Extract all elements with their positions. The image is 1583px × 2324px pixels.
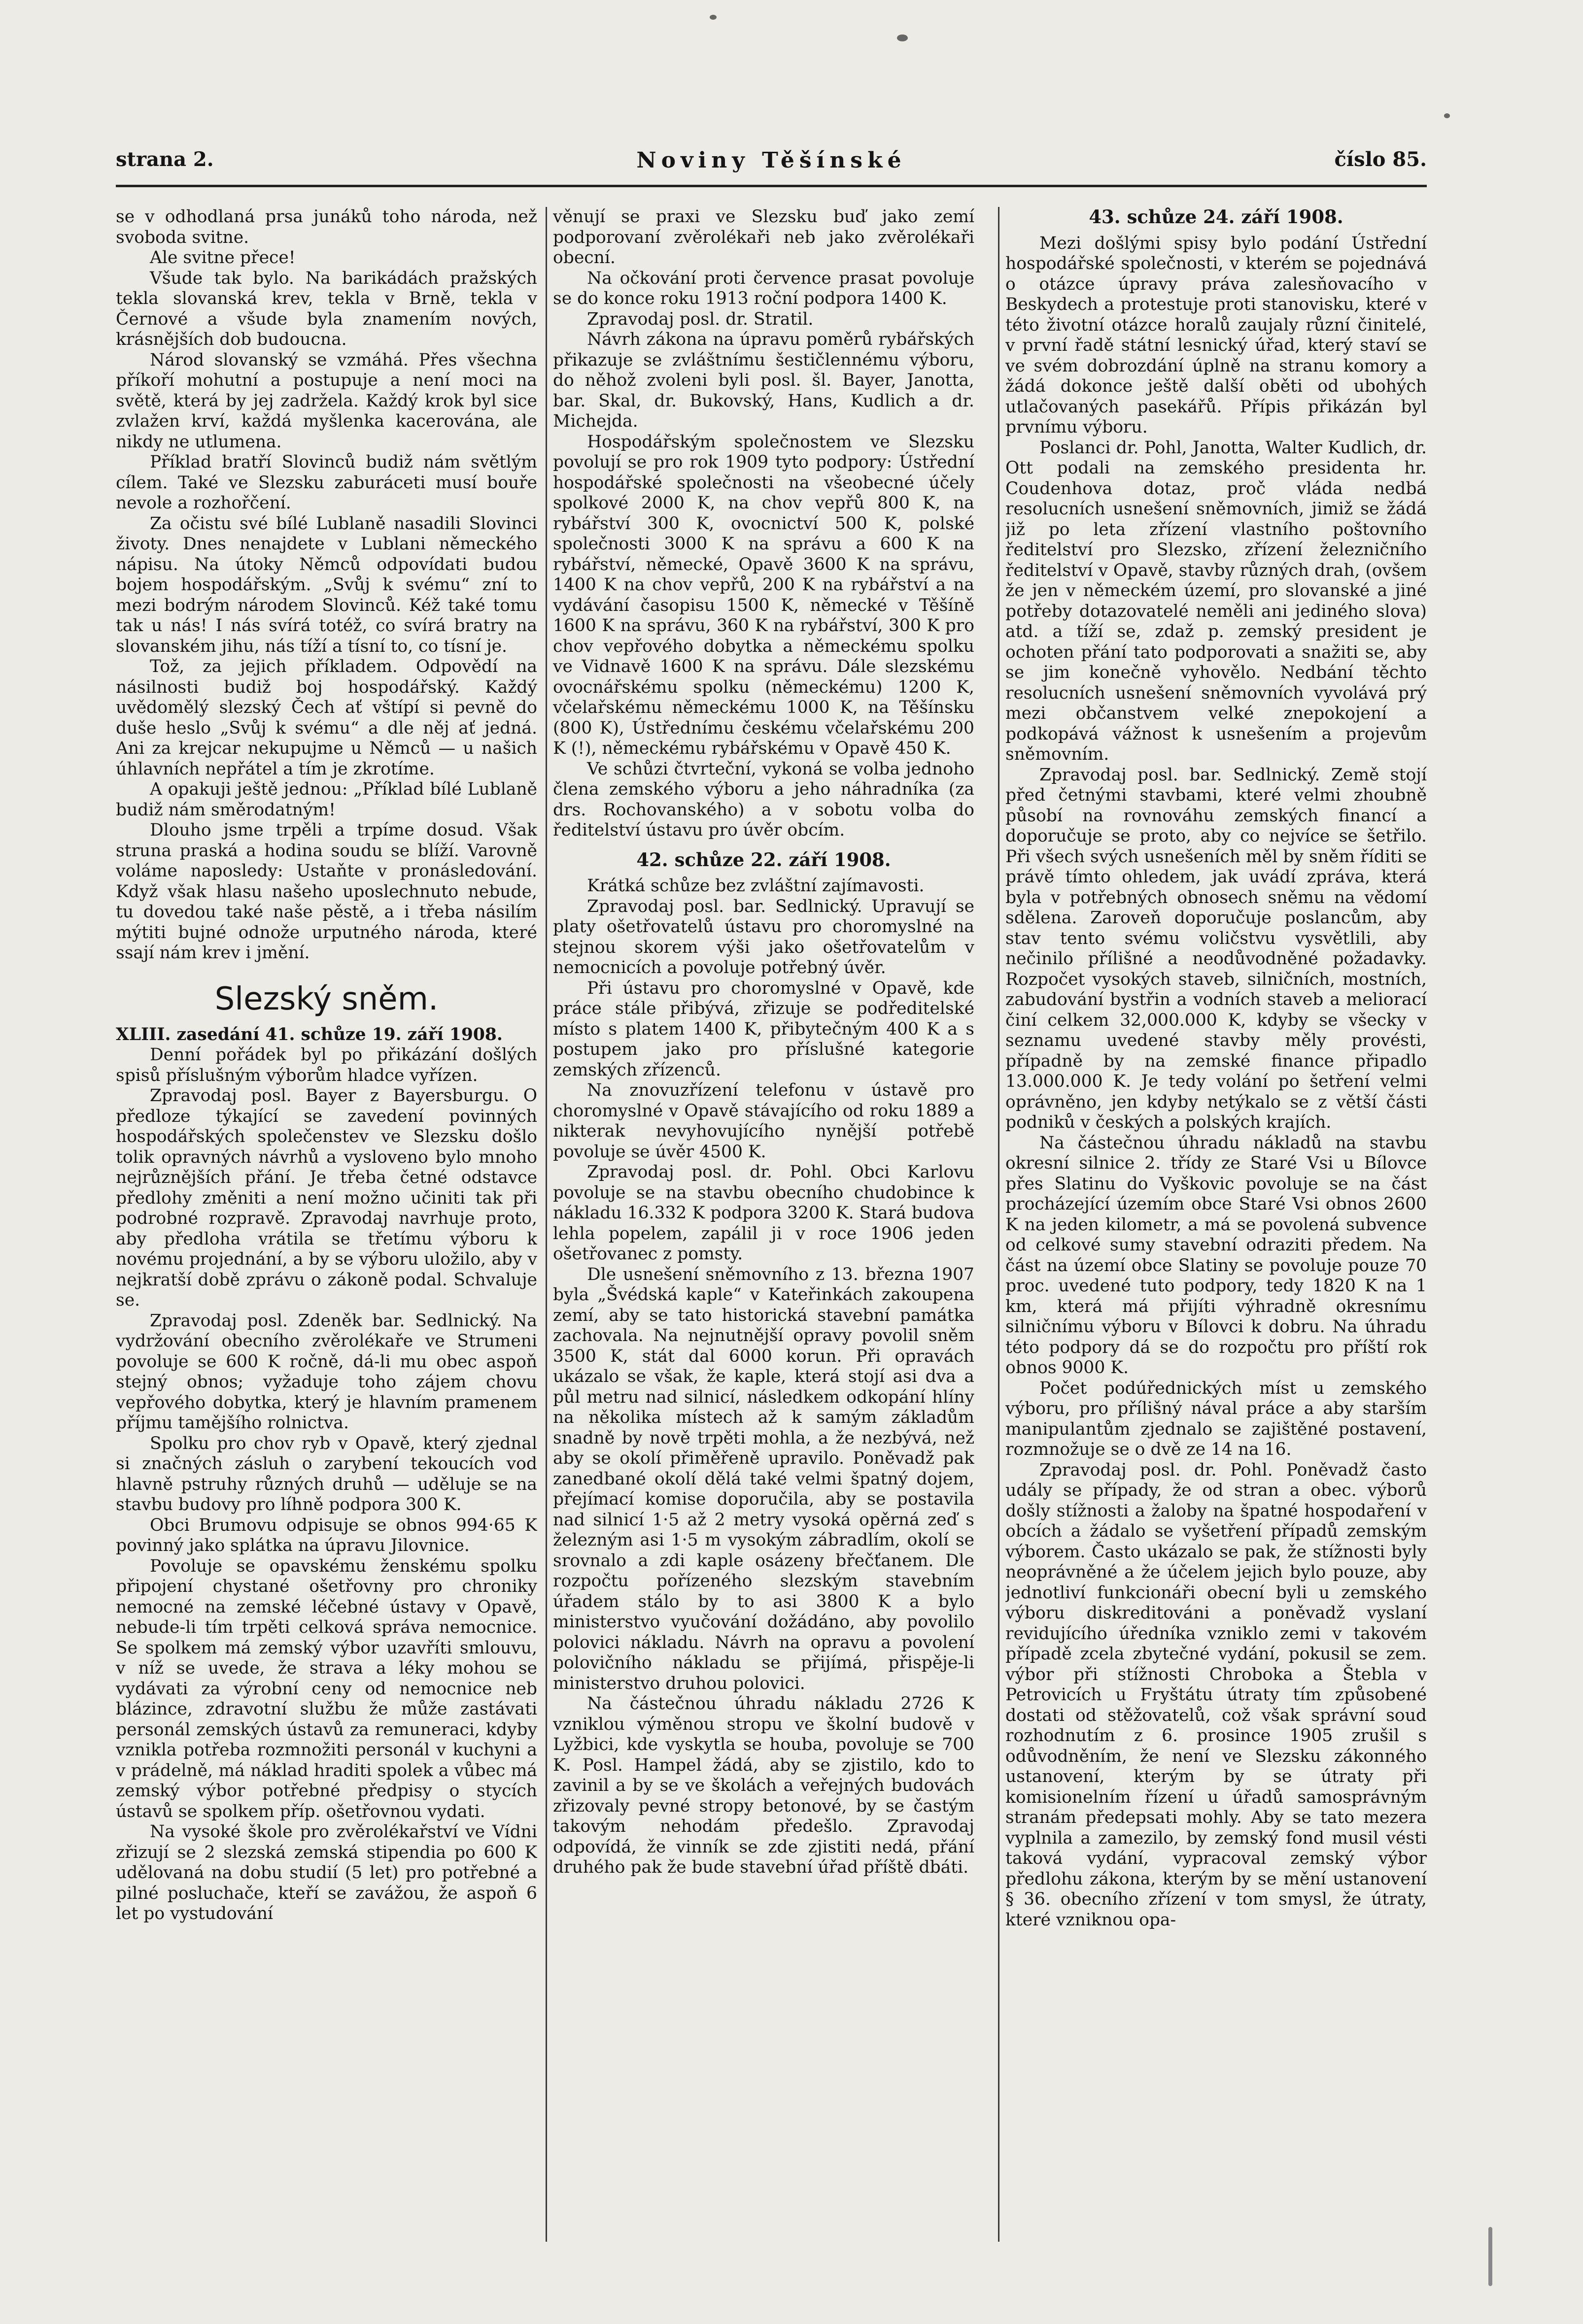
paragraph: Krátká schůze bez zvláštní zajímavosti. (587, 876, 925, 896)
column-divider (546, 207, 547, 2242)
paragraph: Dlouho jsme trpěli a trpíme dosud. Však struna praská a hodina soudu se blíží. Varovně voláme naposledy: Ustaňte v pronásledování. Když však hlasu našeho uposlechnuto nebude, tu dovedou také naše pěstě, a i třeba násilím mýtiti bujné odnože urputného národa, které ssají nám krev i jmění. (116, 820, 537, 963)
scan-speck (1444, 113, 1450, 118)
paragraph: Spolku pro chov ryb v Opavě, který zjednal si značných zásluh o zarybení tekoucích vod hlavně pstruhy různých druhů — uděluje se na stavbu budovy pro líhně podpora 300 K. (116, 1433, 537, 1515)
paragraph: Zpravodaj posl. bar. Sedlnický. Upravují se platy ošetřovatelů ústavu pro choromyslné na stejnou skorem výši jako ošetřovatelům v nemocnicích a povoluje potřebný úvěr. (553, 896, 974, 977)
paragraph: se v odhodlaná prsa junáků toho národa, než svoboda svitne. (116, 207, 537, 247)
paragraph: Zpravodaj posl. dr. Pohl. Poněvadž často udály se případy, že od stran a obec. výborů došly stížnosti a žaloby na špatné hospodaření v obcích a žádalo se vyšetření případů zemským výborem. Často ukázalo se pak, že stížnosti byly neoprávněné a že účelem jejich bylo pouze, aby jednotliví funkcionáři obecní byli u zemského výboru diskreditováni a poněvadž vyslaní revidujícího úředníka vzniklo zemi v takovém případě zcela zbytečné vydání, pokusil se zem. výbor při stížnosti Chrobokа a Štebla v Petrovicích u Fryštátu útraty tím způsobené dostati od stěžovatelů, což však správní soud rozhodnutím z 6. prosince 1905 zrušil s odůvodněním, že není ve Slezsku zákonného ustanovení, kterým by se útraty při komisionelním řízení u úřadů samosprávným stranám předepsati mohly. Aby se tato mezera vyplnila a zamezilo, by zemský fond musil vésti taková vydání, vypracoval zemský výbor předlohu zákona, kterým by se mění ustanovení § 36. obecního zřízení v tom smysl, že útraty, které vzniknou opa- (1005, 1460, 1427, 1930)
paragraph: Poslanci dr. Pohl, Janotta, Walter Kudlich, dr. Ott podali na zemského presidenta hr. Coudenhova dotaz, proč vláda nedbá resolucních usnešení sněmovních, jimiž se žádá již po leta zřízení vlastního poštovního ředitelství pro Slezsko, zřízení železničního ředitelství v Opavě, stavby různých drah, (ovšem že jen v německém území, pro slovanské a jiné potřeby dotazovatelé neměli ani jediného slova) atd. a tíží se, zdaž p. zemský president je ochoten přání tato podporovati a snažiti se, aby se jim konečně vyhovělo. Nedbání těchto resolucních usnešení sněmovních vyvolává prý mezi občanstvem velké znepokojení a podkopává vážnost k usnešením a projevům sněmovním. (1005, 438, 1427, 764)
paragraph: Hospodářským společnostem ve Slezsku povolují se pro rok 1909 tyto podpory: Ústřední hospodářské společnosti na všeobecné účely spolkové 2000 K, na chov vepřů 800 K, na rybářství 300 K, ovocnictví 500 K, polské společnosti 3000 K na správu a 600 K na rybářství, německé, Opavě 3600 K na správu, 1400 K na chov vepřů, 200 K na rybářství a na vydávání časopisu 1500 K, německé v Těšíně 1600 K na správu, 360 K na rybářství, 300 K pro chov vepřového dobytka a německému spolku ve Vidnavě 1600 K na správu. Dále slezskému ovocnářskému spolku (německému) 1200 K, včelařskému německému 1000 K, na Těšínsku (800 K), Ústřednímu českému včelařskému 200 K (!), německému rybářskému v Opavě 450 K. (553, 432, 974, 758)
paragraph: Počet podúřednických míst u zemského výboru, pro přílišný nával práce a aby starším manipulantům zjednalo se zajištěné postavení, rozmnožuje se o dvě ze 14 na 16. (1005, 1378, 1427, 1459)
issue-number: číslo 85. (1334, 148, 1427, 171)
session-heading: 43. schůze 24. září 1908. (1089, 207, 1343, 228)
paragraph: Na očkování proti července prasat povoluje se do konce roku 1913 roční podpora 1400 K. (553, 268, 974, 308)
paragraph: Denní pořádek byl po přikázání došlých spisů příslušným výborům hladce vyřízen. (116, 1045, 537, 1085)
paragraph: Ale svitne přece! (150, 248, 296, 268)
paragraph: Příklad bratří Slovinců budiž nám světlým cílem. Také ve Slezsku zaburáceti musí bouře nevole a rozhořčení. (116, 452, 537, 513)
paragraph: Tož, za jejich příkladem. Odpovědí na násilnosti budiž boj hospodářský. Každý uvědomělý slezský Čech ať vštípí si pevně do duše heslo „Svůj k svému“ a dle něj ať jedná. Ani za krejcar nekupujme u Němců — u našich úhlavních nepřátel a tím je zkrotíme. (116, 657, 537, 779)
paragraph: Na částečnou úhradu nákladu 2726 K vzniklou výměnou stropu ve školní budově v Lyžbici, kde vyskytla se houba, povoluje se 700 K. Posl. Hampel žádá, aby se zjistilo, kdo to zavinil a by se ve školách a veřejných budovách zřizovaly pevné stropy betonové, by se častým takovým nehodám předešlo. Zpravodaj odpovídá, že vinník se zde zjistiti nedá, přání druhého pak že bude stavební úřad příště dbáti. (553, 1694, 974, 1877)
column-divider (998, 207, 999, 2242)
scan-speck (710, 15, 717, 20)
paragraph: Na částečnou úhradu nákladů na stavbu okresní silnice 2. třídy ze Staré Vsi u Bílovce přes Slatinu do Vyškovic povoluje se na část procházející územím obce Staré Vsi obnos 2600 K na jeden kilometr, a má se povolená subvence od celkové sumy stavební odraziti předem. Na část na území obce Slatiny se povoluje pouze 70 proc. uvedené tuto podpory, tedy 1820 K na 1 km, která má přijíti výhradně okresnímu silničnímu výboru v Bílovci k dobru. Na úhradu této podpory dá se do rozpočtu pro příští rok obnos 9000 K. (1005, 1133, 1427, 1378)
section-title: Slezský sněm. (214, 980, 439, 1017)
paragraph: Národ slovanský se vzmáhá. Přes všechna příkoří mohutní a postupuje a není moci na světě, která by jej zadržela. Každý krok byl sice zvlažen krví, každá myšlenka kacerována, ale nikdy ne utlumena. (116, 350, 537, 452)
paragraph: Obci Brumovu odpisuje se obnos 994·65 K povinný jako splátka na úpravu Jilovnice. (116, 1515, 537, 1555)
paragraph: Na vysoké škole pro zvěrolékařství ve Vídni zřizují se 2 slezská zemská stipendia po 600 K udělovaná na dobu studií (5 let) pro potřebné a pilné posluchače, kteří se zavážou, že aspoň 6 let po vystudování (116, 1822, 537, 1923)
paragraph: Zpravodaj posl. dr. Pohl. Obci Karlovu povoluje se na stavbu obecního chudobince k nákladu 16.332 K podpora 3200 K. Stará budova lehla popelem, zapálil ji v roce 1906 jeden ošetřovanec z pomsty. (553, 1162, 974, 1264)
paragraph: Zpravodaj posl. Bayer z Bayersburgu. O předloze týkající se zavedení povinných hospodářských společenstev ve Slezsku došlo tolik opravných návrhů a vysloveno bylo mnoho nejrůznějších přání. Je třeba četné odstavce předlohy změniti a není možno učiniti tak při podrobné rozpravě. Zpravodaj navrhuje proto, aby předloha vrátila se třetímu výboru k novému projednání, a by se výboru uložilo, aby v nejkratší době zprávu o zákoně podal. Schvaluje se. (116, 1086, 537, 1310)
paragraph: Mezi došlými spisy bylo podání Ústřední hospodářské společnosti, v kterém se pojednává o otázce úpravy práva zalesňovacího v Beskydech a protestuje proti stanovisku, které v této životní otázce horalů zaujaly různí činitelé, v první řadě státní lesnický úřad, který staví se ve svém dobrozdání úplně na stranu komory a žádá dokonce ještě další oběti od ubohých utlačovaných pasekářů. Přípis přikázán byl prvnímu výboru. (1005, 233, 1427, 437)
page-header (116, 148, 1427, 177)
paragraph: A opakuji ještě jednou: „Příklad bílé Lublaně budiž nám směrodatným! (116, 779, 537, 820)
paragraph: Dle usnešení sněmovního z 13. března 1907 byla „Švédská kaple“ v Kateřinkách zakoupena zemí, aby se tato historická stavební památka zachovala. Na nejnutnější opravy povolil sněm 3500 K, stát dal 6000 korun. Při opravách ukázalo se však, že kaple, která stojí asi dva a půl metru nad silnicí, následkem odkopání hlíny na několika místech až k samým základům snadně by nově trpěti mohla, a že nezbývá, než aby se okolí přiměřeně upravilo. Poněvadž pak zanedbané okolí dělá také velmi špatný dojem, přejímací komise doporučila, aby se postavila nad silnicí 1·5 až 2 metry vysoká opěrná zeď s železným asi 1·5 m vysokým zábradlím, okolí se srovnalo a zdi kaple osázeny břečťanem. Dle rozpočtu pořízeného slezským stavebním úřadem stálo by to asi 3800 K a bylo ministerstvo vyučování dožádáno, aby povolilo polovici nákladu. Návrh na opravu a povolení polovičního nákladu se přijímá, přispěje-li ministerstvo druhou polovici. (553, 1264, 974, 1693)
paragraph: Za očistu své bílé Lublaně nasadili Slovinci životy. Dnes nenajdete v Lublani německého nápisu. Na útoky Němců odpovídati budou bojem hospodářským. „Svůj k svému“ zní to mezi bodrým národem Slovinců. Kéž také tomu tak u nás! I nás svírá totéž, co svírá bratry na slovanském jihu, nás tíží a tísní to, co tísní je. (116, 513, 537, 656)
paragraph: Ve schůzi čtvrteční, vykoná se volba jednoho člena zemského výboru a jeho náhradníka (za drs. Rochovanského) a v sobotu volba do ředitelství ústavu pro úvěr obcím. (553, 759, 974, 840)
paragraph: Při ústavu pro choromyslné v Opavě, kde práce stále přibývá, zřizuje se podředitelské místo s platem 1400 K, přibytečným 400 K a s postupem jako pro příslušné kategorie zemských zřízenců. (553, 978, 974, 1080)
paragraph: Zpravodaj posl. dr. Stratil. (587, 309, 814, 329)
paragraph: Návrh zákona na úpravu poměrů rybářských přikazuje se zvláštnímu šestičlennému výboru, do něhož zvoleni byli posl. šl. Bayer, Janotta, bar. Skal, dr. Bukovský, Hans, Kudlich a dr. Michejda. (553, 330, 974, 431)
page-number: strana 2. (116, 148, 214, 171)
masthead-title: Noviny Těšínské (636, 148, 906, 173)
column-3 (1005, 207, 1427, 2276)
paragraph: Zpravodaj posl. Zdeněk bar. Sedlnický. Na vydržování obecního zvěrolékaře ve Strumeni povoluje se 600 K ročně, dá-li mu obec aspoň stejný obnos; vyžaduje toho zájem chovu vepřového dobytka, který je hlavním pramenem příjmu tamějšího rolnictva. (116, 1311, 537, 1433)
paragraph: Všude tak bylo. Na barikádách pražských tekla slovanská krev, tekla v Brně, tekla v Černové a všude byla znamením nových, krásnějších dob budoucna. (116, 268, 537, 349)
paragraph: Zpravodaj posl. bar. Sedlnický. Země stojí před četnými stavbami, které velmi zhoubně působí na rovnováhu zemských financí a doporučuje se proto, aby co nejvíce se šetřilo. Při všech svých usnešeních měl by sněm říditi se právě tímto ohledem, jak uvádí zpráva, která byla v potřebných obnosech sněmu na vědomí sdělena. Zaroveň doporučuje poslancům, aby stav tento svému voličstvu vysvětlili, aby nečinilo přílišné a neodůvodněné požadavky. Rozpočet vysokých staveb, silničních, mostních, zabudování bystřin a vodních staveb a meliorací činí celkem 32,000.000 K, kdyby se všecky v seznamu uvedené stavby měly provésti, případně by na zemské finance připadlo 13.000.000 K. Je tedy volání po šetření velmi oprávněno, jen kdyby netýkalo se z větší části podniků v českých a polských krajích. (1005, 765, 1427, 1132)
paragraph: věnují se praxi ve Slezsku buď jako zemí podporovaní zvěrolékaři neb jako zvěrolékaři obecní. (553, 207, 974, 268)
scan-speck (1488, 2227, 1492, 2286)
session-heading: XLIII. zasedání 41. schůze 19. září 1908. (116, 1024, 503, 1044)
session-heading: 42. schůze 22. září 1908. (636, 848, 891, 871)
scan-speck (897, 34, 908, 41)
header-rule (116, 185, 1427, 187)
paragraph: Na znovuzřízení telefonu v ústavě pro choromyslné v Opavě stávajícího od roku 1889 a nikterak nevyhovujícího nynější potřebě povoluje se úvěr 4500 K. (553, 1080, 974, 1162)
paragraph: Povoluje se opavskému ženskému spolku připojení chystané ošetřovny pro chroniky nemocné na zemské léčebné ústavy v Opavě, nebude-li tím trpěti celková správa nemocnice. Se spolkem má zemský výbor uzavříti smlouvu, v níž se uvede, že strava a léky mohou se vydávati za výrobní ceny od nemocnice neb blázince, zdravotní službu že může zastávati personál zemských ústavů za remuneraci, kdyby vznikla potřeba rozmnožiti personál v kuchyni a v prádelně, má náklad hraditi spolek a vůbec má zemský výbor potřebné předpisy o stycích ústavů se spolkem příp. ošetřovnou vydati. (116, 1556, 537, 1821)
column-2 (553, 207, 974, 2276)
column-1 (116, 207, 537, 2276)
